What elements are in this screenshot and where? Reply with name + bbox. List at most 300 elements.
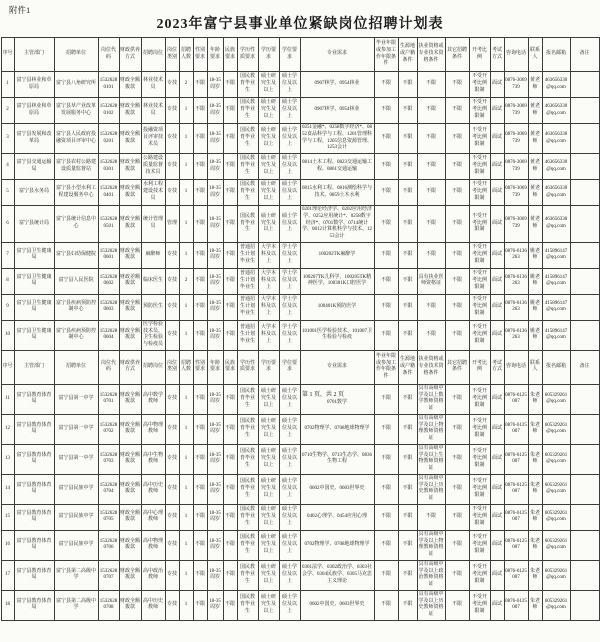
table-cell: 面试 [490,268,504,294]
table-cell: 不限 [417,98,445,124]
table-cell: 面试 [490,444,504,474]
table-cell: 不限 [193,474,207,504]
table-cell [570,530,599,560]
table-cell: 不限 [374,384,398,414]
table-cell: 专技 [165,504,179,530]
table-cell: 463656330@qq.com [542,72,570,98]
table-cell: 100207TK儿科学、100205TK精神医学、100301K口腔医学 [300,268,374,294]
table-cell: 财政全额拨款 [119,294,141,320]
table-cell: 富宁县疾病预防控制中心 [54,320,98,350]
table-cell: 18-35周岁 [207,530,223,560]
table-cell: 富宁县第一中学 [54,384,98,414]
table-cell: 11 [1,384,14,414]
table-cell: 财政全额拨款 [119,98,141,124]
table-cell: 财政全额拨款 [119,590,141,620]
column-header: 岗位类别 [165,350,179,384]
attachment-label: 附件1 [9,5,31,15]
table-cell: 8 [1,268,14,294]
table-cell: 投融资项目评审技术员 [141,124,165,154]
column-header: 执业资格或专业技术资格条件 [417,350,445,384]
table-cell: 面试 [490,590,504,620]
column-header: 主管部门 [14,350,54,384]
table-cell: 硕士学位及以上 [279,124,300,154]
table-cell: 普通招生计划毕业生 [237,242,258,268]
column-header: 报名邮箱 [542,350,570,384]
table-cell: 不受开考比例限制 [469,268,490,294]
table-cell: 富宁县第一中学 [54,414,98,444]
table-cell: 18-35周岁 [207,590,223,620]
table-cell: 不限 [445,444,469,474]
table-cell [570,384,599,414]
table-cell: 18 [1,590,14,620]
table-cell: 富宁县民族中学 [54,530,98,560]
table-cell: 财政全额拨款 [119,530,141,560]
column-header: 毕业年限或参加工作年限条件 [374,350,398,384]
table-cell: 7 [1,242,14,268]
table-cell: 不限 [398,474,417,504]
table-cell: 国民教育毕业生 [237,180,258,206]
table-cell: 18-35周岁 [207,206,223,243]
table-cell: 0876-6125007 [504,384,528,414]
table-cell: 0201理论经济学、0202应用经济学、0252应用统计*、0258数字经济*、0701数学、0714统计学、0812计算机科学与技术、1253会计 [300,206,374,243]
table-cell: 财政全额拨款 [119,242,141,268]
table-row [1,294,599,320]
table-cell: 0907林学、0954林业 [300,98,374,124]
table-cell: 605329261@qq.com [542,560,570,590]
table-cell: 12 [1,414,14,444]
table-cell: 朱老师 [528,530,542,560]
table-cell: 硕士学位及以上 [279,72,300,98]
table-cell: 15326280707 [98,560,119,590]
table-cell: 国民教育毕业生 [237,154,258,180]
table-cell: 富宁县草产业改革发展服务中心 [54,98,98,124]
table-cell: 专技 [165,384,179,414]
table-cell: 姚老师 [528,268,542,294]
table-cell: 18-35周岁 [207,384,223,414]
table-cell: 不受开考比例限制 [469,206,490,243]
table-cell: 0876-6125007 [504,590,528,620]
table-cell: 605329261@qq.com [542,590,570,620]
table-cell: 财政全额拨款 [119,154,141,180]
table-cell: 0702物理学、0708地球物理学 [300,530,374,560]
table-cell [570,72,599,98]
column-header: 学历性质要求 [237,350,258,384]
table-cell: 不限 [398,242,417,268]
table-cell: 硕士学位及以上 [279,530,300,560]
table-cell: 不限 [193,268,207,294]
table-cell: 富宁县民族中学 [54,504,98,530]
column-header: 专业需求 [300,38,374,72]
table-cell: 富宁县交通运输局 [14,154,54,180]
table-cell: 普通招生计划毕业生 [237,294,258,320]
table-cell: 姚老师 [528,320,542,350]
table-cell: 0876-6125007 [504,414,528,444]
table-cell: 具有高级中学及以上生物教师资格证 [417,444,445,474]
table-cell: 不限 [374,294,398,320]
table-cell: 15326280604 [98,320,119,350]
table-cell: 1 [179,124,193,154]
table-cell [570,154,599,180]
table-cell: 硕士研究生及以上 [258,72,279,98]
column-header: 招聘单位 [54,350,98,384]
table-cell: 100202TK麻醉学 [300,242,374,268]
table-cell: 富宁县教育体育局 [14,384,54,414]
table-cell: 不限 [398,384,417,414]
table-cell: 不受开考比例限制 [469,294,490,320]
table-cell: 不限 [193,98,207,124]
table-cell: 富宁县农村公路建设质量监督站 [54,154,98,180]
table-cell: 硕士学位及以上 [279,560,300,590]
table-cell: 财政全额拨款 [119,124,141,154]
table-cell: 硕士研究生及以上 [258,414,279,444]
column-header: 年龄要求 [207,350,223,384]
column-header: 考试方式 [490,350,504,384]
table-cell: 面试 [490,124,504,154]
table-cell: 不限 [417,72,445,98]
table-cell: 学士学位及以上 [279,242,300,268]
table-cell: 1 [179,590,193,620]
table-cell: 水利工程建设技术员 [141,180,165,206]
table-cell: 不限 [223,98,237,124]
column-header: 民族要求 [223,38,237,72]
table-cell: 面试 [490,530,504,560]
table-cell: 富宁县卫生健康局 [14,268,54,294]
table-cell: 学士学位及以上 [279,320,300,350]
table-cell: 高中历史教师 [141,590,165,620]
table-cell: 不限 [223,294,237,320]
table-cell: 15 [1,504,14,530]
table-row [1,414,599,444]
table-cell: 富宁县小型水利工程建设服务中心 [54,180,98,206]
table-cell: 不限 [398,320,417,350]
table-cell [570,590,599,620]
column-header: 考试方式 [490,38,504,72]
table-cell: 0876-3069739 [504,72,528,98]
table-cell: 2 [1,98,14,124]
table-cell: 不限 [445,98,469,124]
table-cell: 18-35周岁 [207,268,223,294]
table-cell: 具有高级中学及以上历史教师资格证 [417,474,445,504]
table-cell: 不限 [374,414,398,444]
table-cell: 463656330@qq.com [542,154,570,180]
table-cell: 0876-3069739 [504,154,528,180]
table-cell [570,560,599,590]
table-cell: 大学本科及以上 [258,320,279,350]
table-cell: 临床医生 [141,268,165,294]
table-cell [570,180,599,206]
table-cell: 国民教育毕业生 [237,504,258,530]
table-cell: 不限 [374,124,398,154]
table-cell: 不限 [223,474,237,504]
column-header: 民族要求 [223,350,237,384]
table-cell: 1 [179,294,193,320]
table-cell: 9 [1,294,14,320]
column-header: 岗位类别 [165,38,179,72]
table-cell: 不限 [223,72,237,98]
cell-text: 0701数学 [326,400,347,406]
table-cell: 专技 [165,268,179,294]
table-cell: 不限 [193,320,207,350]
table-cell: 富宁县民族中学 [54,474,98,504]
table-cell: 不受开考比例限制 [469,474,490,504]
table-cell: 不限 [223,180,237,206]
table-cell: 财政全额拨款 [119,72,141,98]
table-cell: 0876-6136263 [504,268,528,294]
table-cell: 林业技术员 [141,98,165,124]
table-cell: 15326280704 [98,474,119,504]
table-cell: 专技 [165,124,179,154]
table-cell: 富宁县教育体育局 [14,444,54,474]
table-cell: 不限 [223,320,237,350]
table-cell: 高中政治教师 [141,560,165,590]
table-cell: 1 [179,154,193,180]
table-cell: 硕士研究生及以上 [258,590,279,620]
column-header: 性别要求 [193,350,207,384]
table-cell: 不限 [445,504,469,530]
table-cell: 富宁县教育体育局 [14,590,54,620]
table-cell: 13 [1,444,14,474]
table-cell: 18-35周岁 [207,242,223,268]
table-cell: 富宁县林业和草原局 [14,98,54,124]
column-header: 序号 [1,38,14,72]
table-cell: 国民教育毕业生 [237,474,258,504]
table-cell: 100401K预防医学 [300,294,374,320]
table-cell: 朱老师 [528,590,542,620]
table-cell: 不限 [223,268,237,294]
table-cell [570,242,599,268]
table-cell: 富宁县卫生健康局 [14,242,54,268]
table-cell: 硕士学位及以上 [279,590,300,620]
table-cell: 国民教育毕业生 [237,444,258,474]
table-cell: 不限 [193,180,207,206]
table-cell: 1 [179,384,193,414]
table-cell: 不限 [445,180,469,206]
column-header: 学历要求 [258,350,279,384]
column-header: 年龄要求 [207,38,223,72]
table-cell: 统计管理员 [141,206,165,243]
table-cell: 面试 [490,180,504,206]
table-cell: 不限 [445,414,469,444]
table-cell: 不受开考比例限制 [469,124,490,154]
table-cell: 1 [179,474,193,504]
table-cell: 605329261@qq.com [542,474,570,504]
table-cell: 不限 [193,414,207,444]
table-cell [570,98,599,124]
table-cell: 0814土木工程、0823交通运输工程、0861交通运输 [300,154,374,180]
table-cell: 不限 [193,206,207,243]
table-cell: 不受开考比例限制 [469,560,490,590]
table-cell: 不限 [445,590,469,620]
table-cell: 不限 [445,294,469,320]
table-cell: 大学本科及以上 [258,294,279,320]
table-cell: 富宁县第一中学 [54,444,98,474]
table-row [1,474,599,504]
table-cell: 硕士学位及以上 [279,154,300,180]
table-cell: 4 [1,154,14,180]
table-cell: 18-35周岁 [207,504,223,530]
table-cell: 15326280706 [98,530,119,560]
table-cell: 硕士研究生及以上 [258,206,279,243]
table-cell: 不限 [374,206,398,243]
table-cell: 0876-6136263 [504,294,528,320]
table-cell: 18-35周岁 [207,320,223,350]
table-cell: 不受开考比例限制 [469,504,490,530]
table-cell: 15326280301 [98,154,119,180]
table-cell: 普通招生计划毕业生 [237,268,258,294]
table-cell: 不限 [417,242,445,268]
table-cell [570,268,599,294]
table-cell: 不受开考比例限制 [469,590,490,620]
table-cell: 公路建设质量监督技术员 [141,154,165,180]
table-cell: 富宁县教育体育局 [14,504,54,530]
table-cell: 不限 [398,72,417,98]
column-header: 招聘岗位 [141,350,165,384]
table-cell [570,414,599,444]
table-row [1,72,599,98]
table-cell: 不限 [445,474,469,504]
table-cell: 不限 [193,444,207,474]
column-header: 其它招聘条件 [445,350,469,384]
table-cell: 不限 [445,268,469,294]
table-cell [570,206,599,243]
table-cell: 富宁县八角研究所 [54,72,98,98]
table-cell: 不限 [445,384,469,414]
recruitment-plan-table [1,37,600,621]
column-header: 备注 [570,38,599,72]
table-cell: 不限 [223,530,237,560]
table-cell: 6 [1,206,14,243]
table-cell: 不限 [417,180,445,206]
table-cell: 不限 [398,206,417,243]
table-cell: 1 [179,560,193,590]
table-cell: 不限 [193,530,207,560]
table-cell: 不限 [223,444,237,474]
table-cell: 硕士研究生及以上 [258,444,279,474]
table-cell: 财政全额拨款 [119,414,141,444]
table-cell: 姚老师 [528,242,542,268]
table-cell: 不限 [193,590,207,620]
table-cell: 面试 [490,206,504,243]
column-header: 学历要求 [258,38,279,72]
column-header: 备注 [570,350,599,384]
table-cell: 硕士学位及以上 [279,444,300,474]
table-cell: 415896147@qq.com [542,242,570,268]
table-cell: 1 [179,320,193,350]
table-row [1,242,599,268]
table-cell: 415896147@qq.com [542,320,570,350]
table-cell: 专技 [165,320,179,350]
table-cell: 具有高级中学及以上政治教师资格证 [417,560,445,590]
table-cell: 不限 [445,154,469,180]
table-cell: 面试 [490,474,504,504]
column-header: 开考比例 [469,38,490,72]
table-cell: 1 [179,444,193,474]
column-header: 招聘人数 [179,350,193,384]
table-cell: 14 [1,474,14,504]
table-cell: 国民教育毕业生 [237,384,258,414]
table-cell: 不限 [374,560,398,590]
table-cell: 不限 [193,560,207,590]
table-cell: 国民教育毕业生 [237,560,258,590]
table-cell: 专技 [165,530,179,560]
table-cell: 1 [1,72,14,98]
table-cell: 面试 [490,242,504,268]
table-cell: 朱老师 [528,474,542,504]
table-cell: 不限 [374,504,398,530]
column-header: 执业资格或专业技术资格条件 [417,38,445,72]
table-cell: 黄老师 [528,206,542,243]
column-header: 报名邮箱 [542,38,570,72]
table-cell: 不限 [374,242,398,268]
table-cell: 富宁县人民医院 [54,268,98,294]
table-cell: 面试 [490,560,504,590]
table-cell: 财政全额拨款 [119,444,141,474]
table-cell: 财政全额拨款 [119,206,141,243]
table-cell: 18-35周岁 [207,444,223,474]
table-cell: 硕士研究生及以上 [258,154,279,180]
table-cell: 高中生物教师 [141,444,165,474]
table-cell: 国民教育毕业生 [237,124,258,154]
table-cell: 15326280703 [98,444,119,474]
table-cell: 1 [179,242,193,268]
table-cell: 不限 [223,124,237,154]
table-cell: 朱老师 [528,444,542,474]
table-cell: 财政全额拨款 [119,384,141,414]
table-cell: 专技 [165,72,179,98]
table-cell: 不限 [223,414,237,444]
table-row [1,444,599,474]
table-cell: 国民教育毕业生 [237,414,258,444]
table-cell: 硕士学位及以上 [279,384,300,414]
table-cell: 财政全额拨款 [119,560,141,590]
table-cell: 富宁县教育体育局 [14,560,54,590]
table-cell: 富宁县教育体育局 [14,530,54,560]
table-cell: 财政全额拨款 [119,320,141,350]
table-cell: 朱老师 [528,414,542,444]
table-cell: 不限 [445,560,469,590]
table-cell: 不受开考比例限制 [469,242,490,268]
table-cell: 0815水利工程、0816测绘科学与技术、0859土木水利 [300,180,374,206]
table-cell: 不限 [398,154,417,180]
table-cell: 富宁县卫生健康局 [14,294,54,320]
table-cell: 专技 [165,242,179,268]
page-title: 2023年富宁县事业单位紧缺岗位招聘计划表 [156,17,444,32]
table-cell: 高中历史教师 [141,474,165,504]
table-cell: 富宁县发展和改革局 [14,124,54,154]
table-cell: 15326280401 [98,180,119,206]
table-cell: 18-35周岁 [207,72,223,98]
table-cell: 0876-6125007 [504,560,528,590]
table-cell: 面试 [490,294,504,320]
table-cell: 不限 [398,530,417,560]
table-cell: 面试 [490,320,504,350]
table-cell: 不限 [445,124,469,154]
table-cell: 不限 [398,180,417,206]
table-cell: 18-35周岁 [207,414,223,444]
table-cell: 国民教育毕业生 [237,206,258,243]
table-cell [300,384,374,414]
table-cell: 面试 [490,72,504,98]
table-cell: 硕士研究生及以上 [258,180,279,206]
table-cell: 不限 [417,320,445,350]
column-header: 财政供养方式 [119,350,141,384]
table-cell: 0876-3069739 [504,98,528,124]
table-cell: 高中物理教师 [141,530,165,560]
table-cell: 硕士学位及以上 [279,206,300,243]
table-cell: 463656330@qq.com [542,98,570,124]
column-header: 岗位代码 [98,350,119,384]
table-cell: 15326280702 [98,414,119,444]
